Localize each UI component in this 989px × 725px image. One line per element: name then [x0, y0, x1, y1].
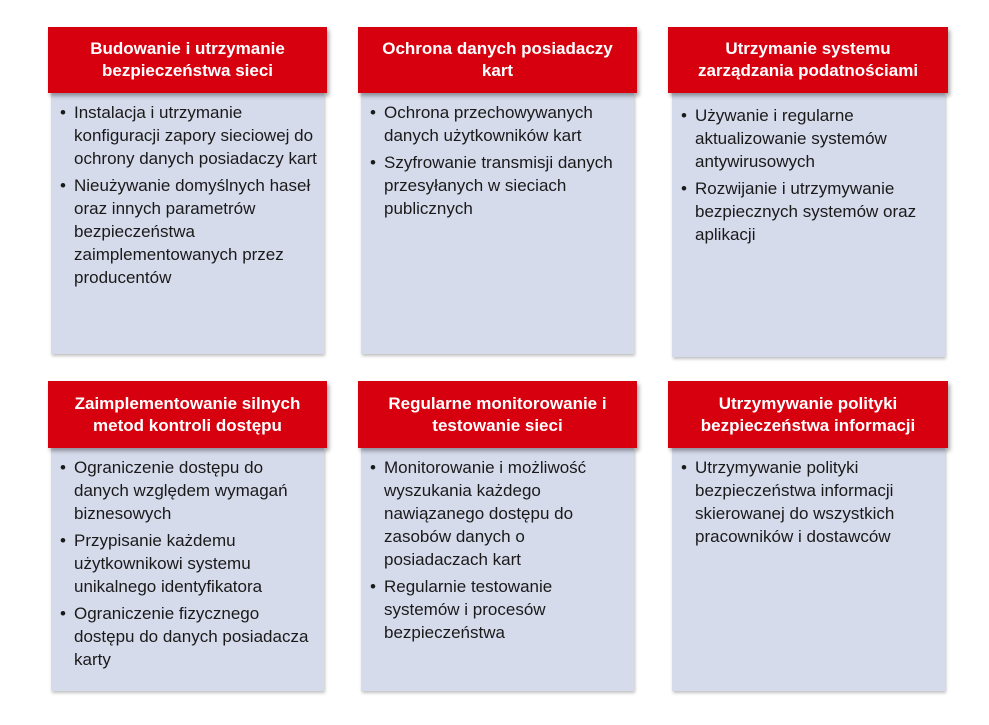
list-item: • Szyfrowanie transmisji danych przesyłanych w sieciach publicznych	[370, 153, 613, 218]
bullet-list	[681, 104, 939, 250]
card-title: Zaimplementowanie silnych metod kontroli dostępu	[48, 381, 327, 448]
list-item: • Regularnie testowanie systemów i procesów bezpieczeństwa	[370, 577, 553, 642]
card-title: Budowanie i utrzymanie bezpieczeństwa sieci	[48, 27, 327, 93]
card-title: Utrzymanie systemu zarządzania podatnościami	[668, 27, 948, 93]
list-item: • Monitorowanie i możliwość wyszukania każdego nawiązanego dostępu do zasobów danych o posiadaczach kart	[370, 458, 587, 569]
list-item: • Używanie i regularne aktualizowanie systemów antywirusowych	[681, 106, 887, 171]
bullet-list	[60, 456, 318, 675]
list-item: • Przypisanie każdemu użytkownikowi systemu unikalnego identyfikatora	[60, 531, 263, 596]
card-title: Regularne monitorowanie i testowanie sieci	[358, 381, 637, 448]
list-item: • Instalacja i utrzymanie konfiguracji zapory sieciowej do ochrony danych posiadaczy kart	[60, 103, 317, 168]
list-item: • Rozwijanie i utrzymywanie bezpiecznych systemów oraz aplikacji	[681, 179, 917, 244]
list-item: • Ograniczenie dostępu do danych względem wymagań biznesowych	[60, 458, 288, 523]
bullet-list	[370, 456, 628, 648]
bullet-list	[370, 101, 628, 224]
list-item: • Ochrona przechowywanych danych użytkowników kart	[370, 103, 593, 145]
list-item: • Utrzymywanie polityki bezpieczeństwa informacji skierowanej do wszystkich pracowników i dostawców	[681, 458, 895, 546]
list-item: • Ograniczenie fizycznego dostępu do danych posiadacza karty	[60, 604, 309, 669]
bullet-list	[60, 101, 318, 293]
bullet-list	[681, 456, 939, 552]
card-title: Utrzymywanie polityki bezpieczeństwa informacji	[668, 381, 948, 448]
card-title: Ochrona danych posiadaczy kart	[358, 27, 637, 93]
list-item: • Nieużywanie domyślnych haseł oraz innych parametrów bezpieczeństwa zaimplementowanych przez producentów	[60, 176, 311, 287]
